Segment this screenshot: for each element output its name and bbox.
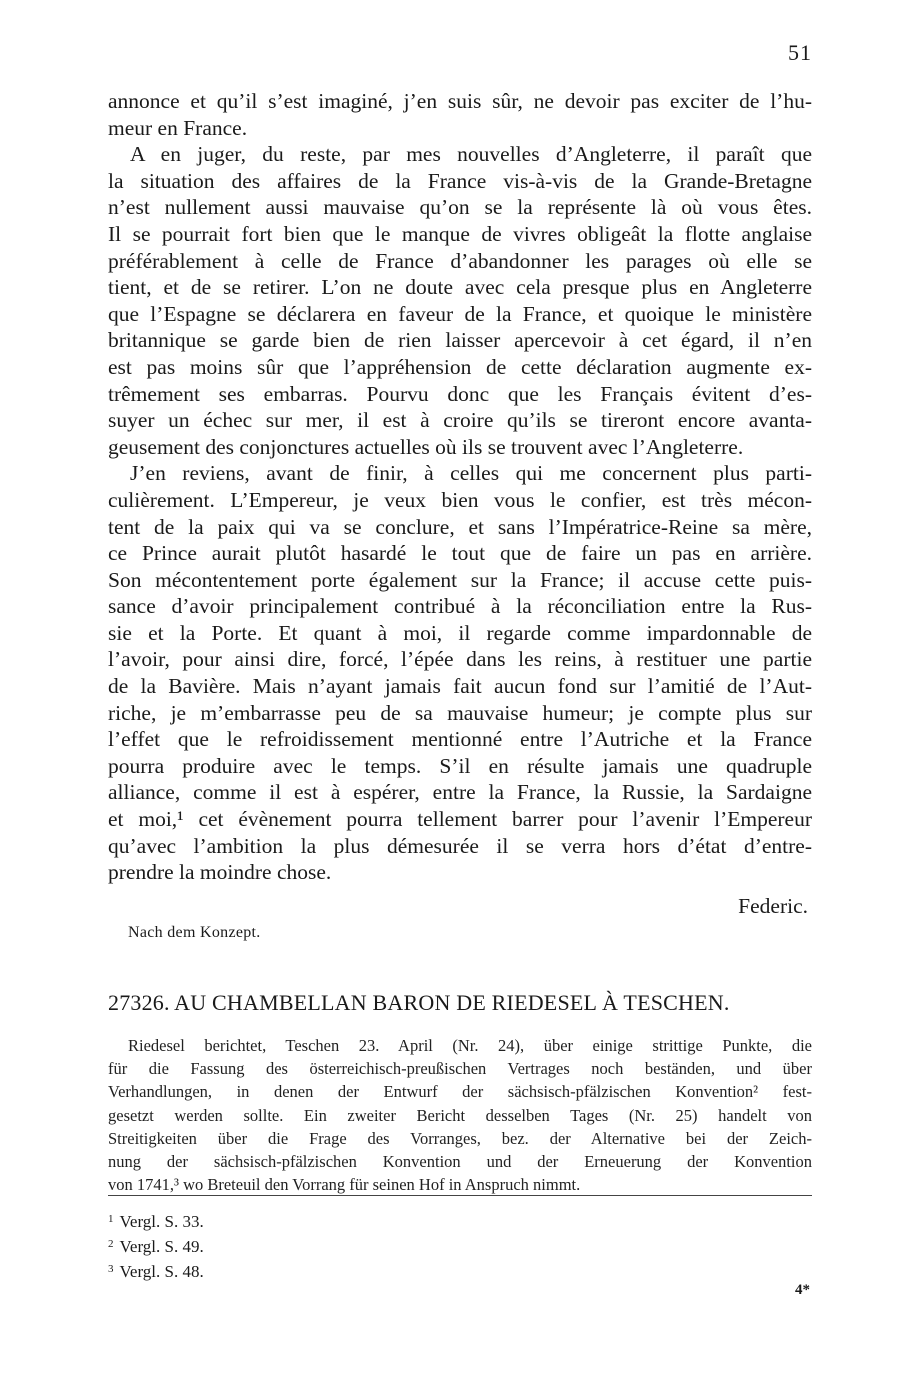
body-line: l’effet que le refroidissement mentionné entre l’Autriche et la France bbox=[108, 727, 812, 752]
body-line: culièrement. L’Empereur, je veux bien vous le confier, est très mécon- bbox=[108, 487, 812, 512]
footnote-text: Vergl. S. 49. bbox=[119, 1237, 204, 1256]
body-line: est pas moins sûr que l’appréhension de cette déclaration augmente ex- bbox=[108, 354, 812, 379]
summary-line: Riedesel berichtet, Teschen 23. April (Nr. 24), über einige strittige Punkte, die bbox=[128, 1036, 812, 1055]
body-line: Son mécontentement porte également sur la France; il accuse cette puis- bbox=[108, 567, 812, 592]
summary-line: gesetzt werden sollte. Ein zweiter Bericht desselben Tages (Nr. 25) handelt von bbox=[108, 1105, 812, 1125]
page-number: 51 bbox=[788, 40, 812, 65]
body-line: prendre la moindre chose. bbox=[108, 860, 332, 885]
body-line: pourra produire avec le temps. S’il en résulte jamais une quadruple bbox=[108, 753, 812, 778]
footnote bbox=[108, 1258, 204, 1283]
footnote bbox=[108, 1208, 204, 1233]
footnote bbox=[108, 1233, 204, 1258]
body-line: britannique se garde bien de rien laisser apercevoir à cet égard, il n’en bbox=[108, 328, 812, 353]
footnote-rule bbox=[108, 1195, 812, 1196]
body-line: l’avoir, pour ainsi dire, forcé, l’épée dans les reins, à restituer une partie bbox=[108, 647, 812, 672]
footnote-mark: 3 bbox=[108, 1263, 114, 1275]
footnotes bbox=[108, 1208, 204, 1283]
body-line: de la Bavière. Mais n’ayant jamais fait aucun fond sur l’amitié de l’Aut- bbox=[108, 674, 812, 699]
source-note: Nach dem Konzept. bbox=[128, 924, 261, 941]
body-line: sie et la Porte. Et quant à moi, il regarde comme impardonnable de bbox=[108, 620, 812, 645]
document-summary bbox=[108, 1034, 812, 1196]
body-line: alliance, comme il est à espérer, entre la France, la Russie, la Sardaigne bbox=[108, 780, 812, 805]
body-line: qu’avec l’ambition la plus démesurée il se verra hors d’état d’entre- bbox=[108, 833, 812, 858]
body-line: la situation des affaires de la France vis-à-vis de la Grande-Bretagne bbox=[108, 168, 812, 193]
body-line: trêmement ses embarras. Pourvu donc que les Français évitent d’es- bbox=[108, 381, 812, 406]
letter-signature: Federic. bbox=[738, 894, 808, 918]
body-line: A en juger, du reste, par mes nouvelles d’Angleterre, il paraît que bbox=[130, 142, 812, 167]
body-line: que l’Espagne se déclarera en faveur de la France, et quoique le ministère bbox=[108, 301, 812, 326]
body-line: riche, je m’embarrasse peu de sa mauvaise humeur; je compte plus sur bbox=[108, 700, 812, 725]
footnote-text: Vergl. S. 33. bbox=[119, 1212, 204, 1231]
body-line: ce Prince aurait plutôt hasardé le tout que de faire un pas en arrière. bbox=[108, 541, 812, 566]
footnote-mark: 2 bbox=[108, 1238, 114, 1250]
body-line: préférablement à celle de France d’abandonner les parages où elle se bbox=[108, 248, 812, 273]
body-line: geusement des conjonctures actuelles où ils se trouvent avec l’Angleterre. bbox=[108, 434, 744, 459]
body-line: et moi,¹ cet évènement pourra tellement barrer pour l’avenir l’Empereur bbox=[108, 807, 812, 832]
summary-line: Verhandlungen, in denen der Entwurf der sächsisch-pfälzischen Konvention² fest- bbox=[108, 1082, 812, 1102]
footnote-text: Vergl. S. 48. bbox=[119, 1262, 204, 1281]
body-line: n’est nullement aussi mauvaise qu’on se la représente là où vous êtes. bbox=[108, 195, 812, 220]
body-line: suyer un échec sur mer, il est à croire qu’ils se tireront encore avanta- bbox=[108, 408, 812, 433]
summary-line: für die Fassung des österreichisch-preußischen Vertrages noch beständen, und über bbox=[108, 1059, 812, 1079]
document-heading: 27326. AU CHAMBELLAN BARON DE RIEDESEL À TESCHEN. bbox=[108, 990, 730, 1015]
summary-line: von 1741,³ wo Breteuil den Vorrang für seinen Hof in Anspruch nimmt. bbox=[108, 1175, 581, 1195]
body-line: J’en reviens, avant de finir, à celles qui me concernent plus parti- bbox=[130, 461, 812, 486]
printer-signature-mark: 4* bbox=[795, 1282, 810, 1298]
letter-body bbox=[108, 88, 812, 886]
body-line: Il se pourrait fort bien que le manque de vivres obligeât la flotte anglaise bbox=[108, 221, 812, 246]
footnote-mark: 1 bbox=[108, 1213, 114, 1225]
body-line: sance d’avoir principalement contribué à la réconciliation entre la Rus- bbox=[108, 594, 812, 619]
body-line: tient, et de se retirer. L’on ne doute avec cela presque plus en Angleterre bbox=[108, 275, 812, 300]
summary-line: Streitigkeiten über die Frage des Vorranges, bez. der Alternative bei der Zeich- bbox=[108, 1128, 812, 1148]
summary-line: nung der sächsisch-pfälzischen Konvention und der Erneuerung der Konvention bbox=[108, 1151, 812, 1171]
body-line: meur en France. bbox=[108, 115, 248, 140]
body-line: annonce et qu’il s’est imaginé, j’en suis sûr, ne devoir pas exciter de l’hu- bbox=[108, 89, 812, 113]
body-line: tent de la paix qui va se conclure, et sans l’Impératrice-Reine sa mère, bbox=[108, 514, 812, 539]
